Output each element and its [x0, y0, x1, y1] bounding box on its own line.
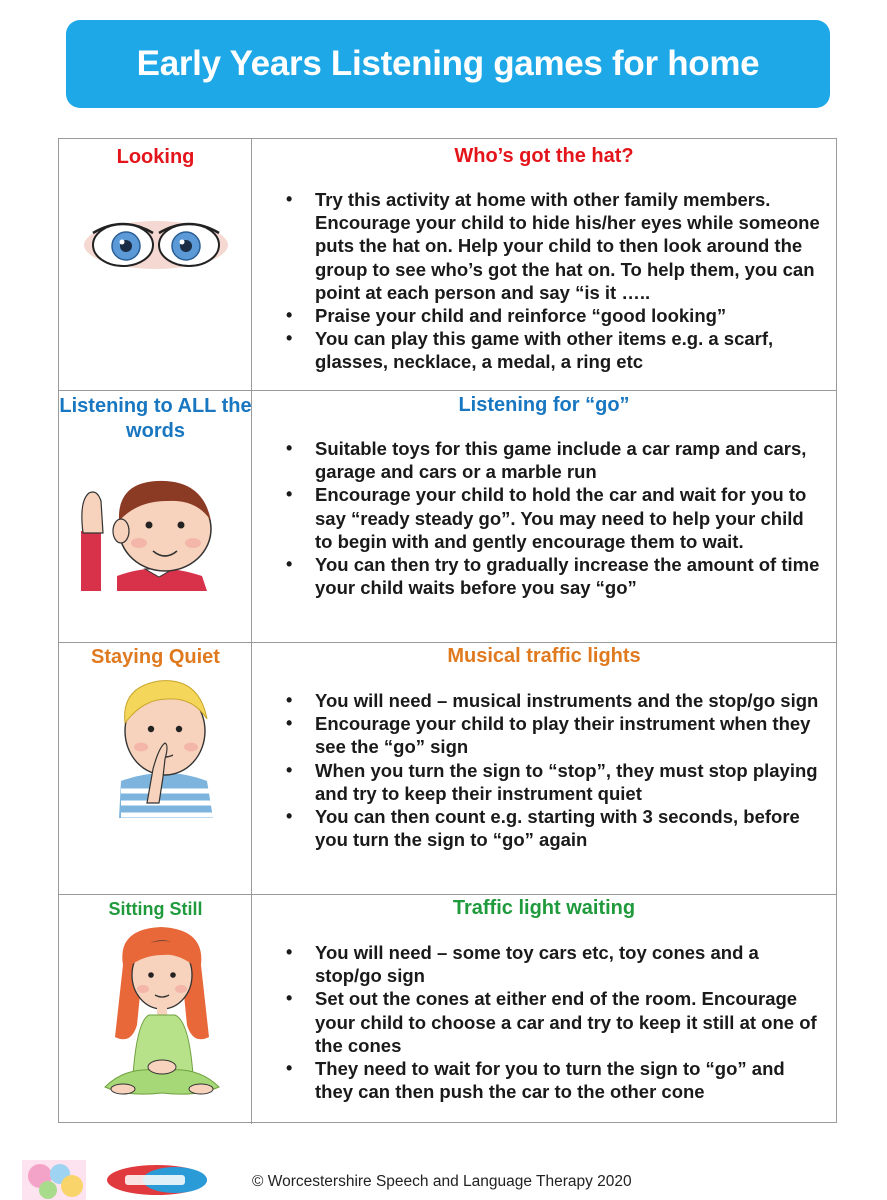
- list-item: • They need to wait for you to turn the sign to “go” and they can then push the car to the other cone: [286, 1057, 822, 1103]
- table-row: [59, 643, 836, 895]
- games-table: [58, 138, 837, 1123]
- get-worcestershire-talking-logo: [22, 1160, 86, 1200]
- table-row: [59, 139, 836, 391]
- game-heading: Musical traffic lights: [447, 645, 641, 667]
- skill-cell: [59, 391, 252, 642]
- skill-heading: Listening to ALL the words: [59, 395, 252, 442]
- game-heading: Traffic light waiting: [452, 897, 636, 919]
- skill-heading: Sitting Still: [108, 899, 203, 919]
- list-item: • Set out the cones at either end of the room. Encourage your child to choose a car and try to keep it still at one of the cones: [286, 987, 822, 1057]
- list-item: • When you turn the sign to “stop”, they must stop playing and try to keep their instrument quiet: [286, 759, 822, 805]
- page-title: Early Years Listening games for home: [136, 44, 760, 83]
- list-item: • Praise your child and reinforce “good looking”: [286, 304, 822, 327]
- boy-shush-illustration: [107, 673, 227, 818]
- table-row: [59, 895, 836, 1124]
- game-heading: Who’s got the hat?: [454, 145, 634, 167]
- skill-heading: Staying Quiet: [91, 646, 220, 668]
- list-item: • You can play this game with other items e.g. a scarf, glasses, necklace, a medal, a ring etc: [286, 327, 822, 373]
- skill-cell: [59, 139, 252, 390]
- copyright-text: © Worcestershire Speech and Language Therapy 2020: [252, 1173, 632, 1190]
- list-item: • You will need – some toy cars etc, toy cones and a stop/go sign: [286, 941, 822, 987]
- game-cell: [252, 391, 836, 642]
- eyes-illustration: [81, 215, 231, 275]
- game-cell: [252, 643, 836, 894]
- list-item: • Try this activity at home with other family members. Encourage your child to hide his/her eyes while someone puts the hat on. Help your child to then look around the group to see who’s got the hat on. To help them, you can point at each person and say “is it …..: [286, 188, 822, 304]
- list-item: • Encourage your child to hold the car and wait for you to say “ready steady go”. You may need to help your child to begin with and gently encourage them to wait.: [286, 483, 822, 553]
- list-item: • You can then count e.g. starting with 3 seconds, before you turn the sign to “go” again: [286, 805, 822, 851]
- list-item: • You can then try to gradually increase the amount of time your child waits before you say “go”: [286, 553, 822, 599]
- girl-sitting-illustration: [97, 925, 227, 1097]
- skill-heading: Looking: [116, 146, 195, 168]
- bullet-list: [286, 188, 822, 374]
- list-item: • Encourage your child to play their instrument when they see the “go” sign: [286, 712, 822, 758]
- title-banner: [66, 20, 830, 108]
- list-item: • Suitable toys for this game include a car ramp and cars, garage and cars or a marble run: [286, 437, 822, 483]
- nhs-speech-language-therapy-logo: [105, 1163, 209, 1197]
- game-cell: [252, 139, 836, 390]
- table-row: [59, 391, 836, 643]
- list-item: • You will need – musical instruments and the stop/go sign: [286, 689, 822, 712]
- bullet-list: [286, 437, 822, 599]
- skill-cell: [59, 643, 252, 894]
- game-heading: Listening for “go”: [458, 394, 630, 416]
- game-cell: [252, 895, 836, 1124]
- skill-cell: [59, 895, 252, 1124]
- boy-listening-illustration: [77, 471, 237, 591]
- bullet-list: [286, 941, 822, 1103]
- bullet-list: [286, 689, 822, 851]
